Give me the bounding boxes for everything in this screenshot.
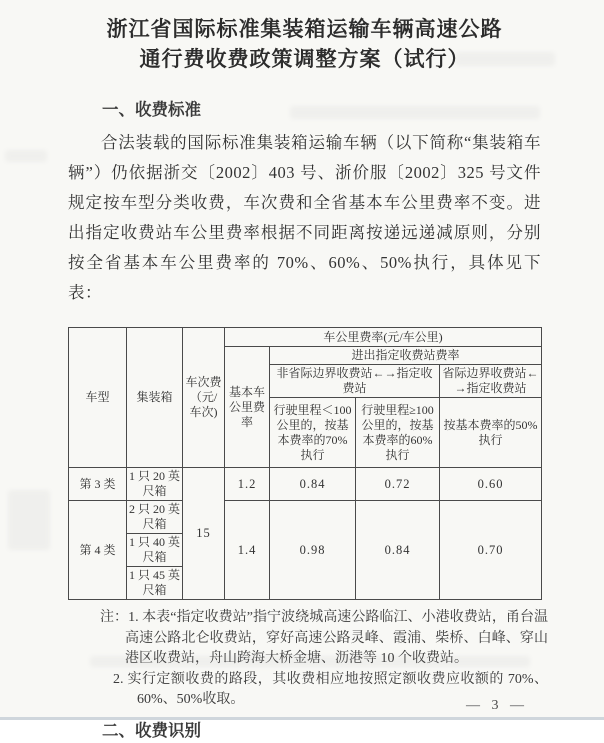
- cell-class4-r70: 0.98: [270, 501, 356, 600]
- header-per-trip-fee: 车次费（元/车次): [183, 328, 225, 468]
- cell-class3-basic: 1.2: [225, 468, 270, 501]
- toll-rate-table: [68, 327, 542, 600]
- cell-class3-r50: 0.60: [440, 468, 542, 501]
- note-item-1: 注：1. 本表“指定收费站”指宁波绕城高速公路临江、小港收费站，甬台温高速公路北仑收费站，穿好高速公路灵峰、霞浦、柴桥、白峰、穿山港区收费站，舟山跨海大桥金塘、沥港等 10 个收费站。: [100, 610, 548, 666]
- table-row: [69, 468, 542, 501]
- header-designated-group: 进出指定收费站费率: [270, 347, 542, 365]
- note-item-2: 2. 实行定额收费的路段，其收费相应地按照定额收费应收额的 70%、60%、50%收取。: [113, 671, 548, 707]
- table-row: [69, 501, 542, 534]
- page-number: — 3 —: [466, 698, 528, 713]
- section1-paragraph: 合法装载的国际标准集装箱运输车辆（以下简称“集装箱车辆”）仍依据浙交〔2002〕403 号、浙价服〔2002〕325 号文件规定按车型分类收费，车次费和全省基本车公里费率不变。进出指定收费站车公里费率根据不同距离按递远递减原则，分别按全省基本车公里费率的 70%、60%、50%执行，具体见下表：: [68, 133, 541, 302]
- cell-class4-container-2: 1 只 40 英尺箱: [127, 534, 183, 567]
- table-notes: [100, 608, 548, 711]
- cell-class3-r60: 0.72: [356, 468, 440, 501]
- cell-class4-container-3: 1 只 45 英尺箱: [127, 567, 183, 600]
- cell-class3-container: 1 只 20 英尺箱: [127, 468, 183, 501]
- header-vehicle-type: 车型: [69, 328, 127, 468]
- document-title-line2: 通行费收费政策调整方案（试行）: [139, 47, 470, 71]
- header-rate-60: 行驶里程≥100 公里的，按基本费率的60%执行: [356, 398, 440, 468]
- section1-heading: 一、收费标准: [102, 101, 201, 119]
- cell-class4-type: 第 4 类: [69, 501, 127, 600]
- cell-class4-basic: 1.4: [225, 501, 270, 600]
- document-title-line1: 浙江省国际标准集装箱运输车辆高速公路: [106, 17, 503, 41]
- cell-class4-container-1: 2 只 20 英尺箱: [127, 501, 183, 534]
- cell-class3-r70: 0.84: [270, 468, 356, 501]
- header-rate-50: 按基本费率的50%执行: [440, 398, 542, 468]
- cell-class4-r50: 0.70: [440, 501, 542, 600]
- header-provincial: 省际边界收费站←→指定收费站: [440, 365, 542, 398]
- cell-per-trip-fee: 15: [183, 468, 225, 600]
- section2-heading: 二、收费识别: [102, 721, 201, 740]
- cell-class4-r60: 0.84: [356, 501, 440, 600]
- header-basic-rate: 基本车公里费率: [225, 347, 270, 468]
- header-rate-group: 车公里费率(元/车公里): [225, 328, 542, 347]
- scan-edge-line: [0, 717, 604, 720]
- document-title: [68, 14, 541, 74]
- header-rate-70: 行驶里程＜100 公里的，按基本费率的70%执行: [270, 398, 356, 468]
- cell-class3-type: 第 3 类: [69, 468, 127, 501]
- header-non-provincial: 非省际边界收费站←→指定收费站: [270, 365, 440, 398]
- header-container: 集装箱: [127, 328, 183, 468]
